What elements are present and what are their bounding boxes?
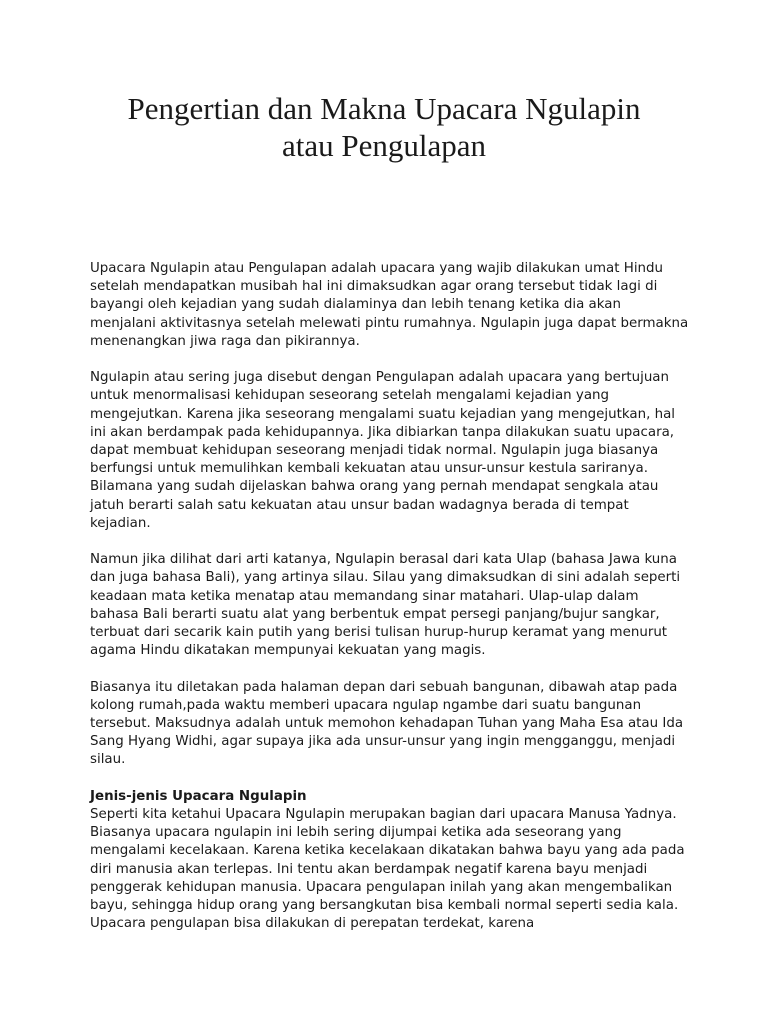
- paragraph-3: Namun jika dilihat dari arti katanya, Ngulapin berasal dari kata Ulap (bahasa Jawa kuna dan juga bahasa Bali), yang artinya silau. Silau yang dimaksudkan di sini adalah seperti keadaan mata ketika menatap atau memandang sinar matahari. Ulap-ulap dalam bahasa Bali berarti suatu alat yang berbentuk empat persegi panjang/bujur sangkar, terbuat dari secarik kain putih yang berisi tulisan hurup-hurup keramat yang menurut agama Hindu dikatakan mempunyai kekuatan yang magis.: [90, 552, 681, 659]
- paragraph-2: Ngulapin atau sering juga disebut dengan Pengulapan adalah upacara yang bertujuan untuk menormalisasi kehidupan seseorang setelah mengalami kejadian yang mengejutkan. Karena jika seseorang mengalami suatu kejadian yang mengejutkan, hal ini akan berdampak pada kehidupannya. Jika dibiarkan tanpa dilakukan suatu upacara, dapat membuat kehidupan seseorang menjadi tidak normal. Ngulapin juga biasanya berfungsi untuk memulihkan kembali kekuatan atau unsur-unsur kestula sariranya. Bilamana yang sudah dijelaskan bahwa orang yang pernah mendapat sengkala atau jatuh berarti salah satu kekuatan atau unsur badan wadagnya berada di tempat kejadian.: [90, 370, 676, 531]
- title-line-2: atau Pengulapan: [281, 128, 486, 163]
- paragraph-1: Upacara Ngulapin atau Pengulapan adalah upacara yang wajib dilakukan umat Hindu setelah mendapatkan musibah hal ini dimaksudkan agar orang tersebut tidak lagi di bayangi oleh kejadian yang sudah dialaminya dan lebih tenang ketika dia akan menjalani aktivitasnya setelah melewati pintu rumahnya. Ngulapin juga dapat bermakna menenangkan jiwa raga dan pikirannya.: [90, 261, 689, 349]
- document-body: [90, 260, 690, 933]
- section-paragraph: Seperti kita ketahui Upacara Ngulapin merupakan bagian dari upacara Manusa Yadnya. Biasanya upacara ngulapin ini lebih sering dijumpai ketika ada seseorang yang mengalami kecelakaan. Karena ketika kecelakaan dikatakan bahwa bayu yang ada pada diri manusia akan terlepas. Ini tentu akan berdampak negatif karena bayu menjadi penggerak kehidupan manusia. Upacara pengulapan inilah yang akan mengembalikan bayu, sehingga hidup orang yang bersangkutan bisa kembali normal seperti sedia kala. Upacara pengulapan bisa dilakukan di perepatan terdekat, karena: [90, 807, 685, 932]
- paragraph-4: Biasanya itu diletakan pada halaman depan dari sebuah bangunan, dibawah atap pada kolong rumah,pada waktu memberi upacara ngulap ngambe dari suatu bangunan tersebut. Maksudnya adalah untuk memohon kehadapan Tuhan yang Maha Esa atau Ida Sang Hyang Widhi, agar supaya jika ada unsur-unsur yang ingin mengganggu, menjadi silau.: [90, 679, 684, 768]
- title-line-1: Pengertian dan Makna Upacara Ngulapin: [127, 91, 641, 126]
- section-heading: Jenis-jenis Upacara Ngulapin: [90, 788, 307, 804]
- page-title: [60, 90, 708, 164]
